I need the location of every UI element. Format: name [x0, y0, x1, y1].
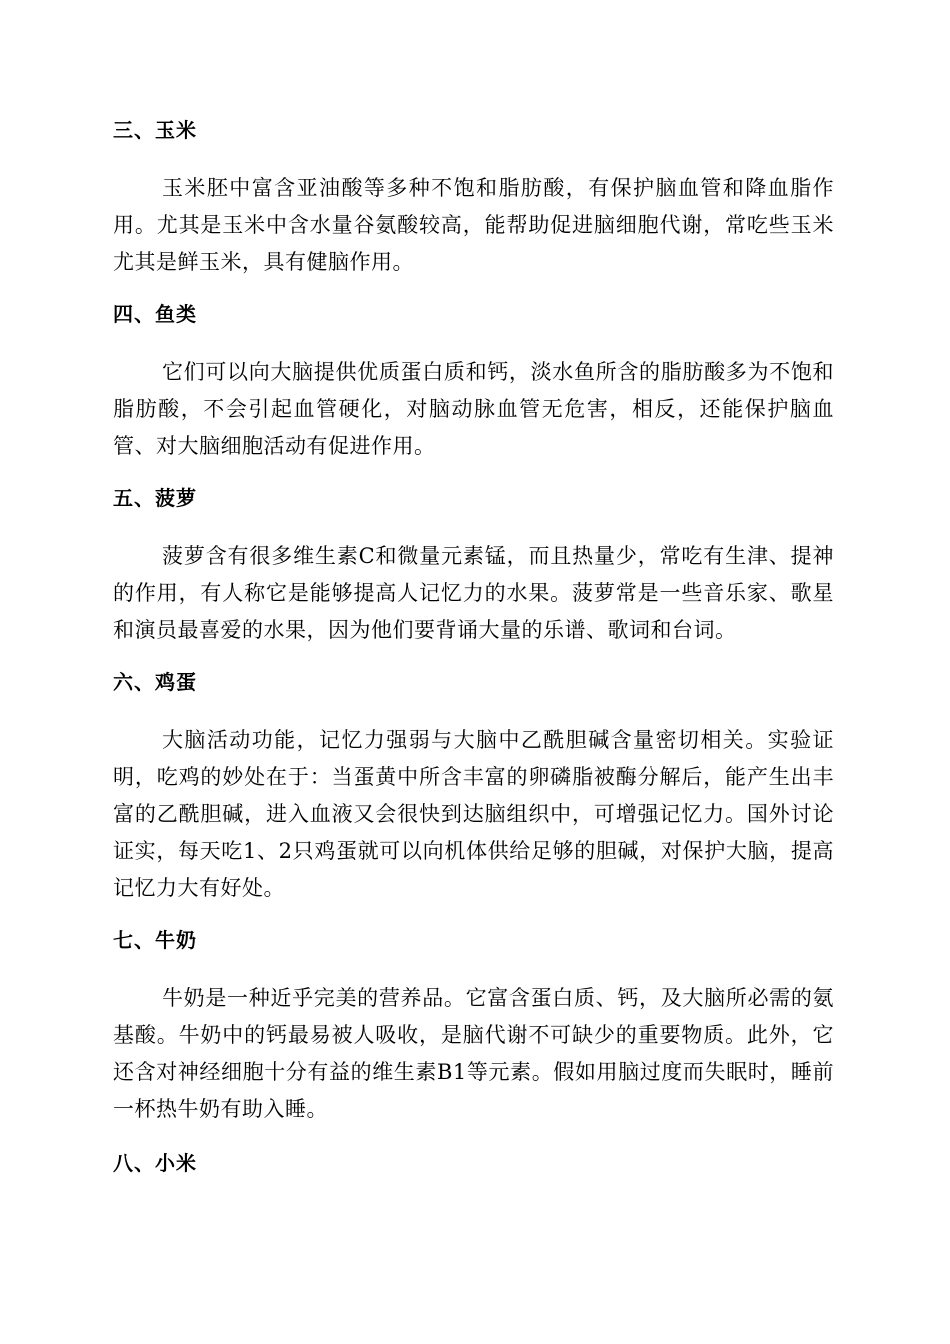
section-paragraph: 玉米胚中富含亚油酸等多种不饱和脂肪酸，有保护脑血管和降血脂作用。尤其是玉米中含水量谷氨酸较高，能帮助促进脑细胞代谢，常吃些玉米尤其是鲜玉米，具有健脑作用。 — [113, 176, 834, 274]
section-fish — [113, 300, 834, 465]
section-paragraph: 菠萝含有很多维生素C和微量元素锰，而且热量少，常吃有生津、提神的作用，有人称它是能够提高人记忆力的水果。菠萝常是一些音乐家、歌星和演员最喜爱的水果，因为他们要背诵大量的乐谱、歌词和台词。 — [113, 544, 834, 642]
section-pineapple — [113, 484, 834, 649]
section-corn — [113, 116, 834, 281]
section-paragraph: 牛奶是一种近乎完美的营养品。它富含蛋白质、钙，及大脑所必需的氨基酸。牛奶中的钙最易被人吸收，是脑代谢不可缺少的重要物质。此外，它还含对神经细胞十分有益的维生素B1等元素。假如用脑过度而失眠时，睡前一杯热牛奶有助入睡。 — [113, 986, 834, 1121]
section-heading: 五、菠萝 — [113, 486, 197, 510]
section-heading: 四、鱼类 — [113, 302, 197, 326]
section-millet — [113, 1149, 834, 1177]
section-egg — [113, 668, 834, 907]
section-heading: 七、牛奶 — [113, 928, 197, 952]
section-heading: 八、小米 — [113, 1151, 197, 1175]
section-heading: 六、鸡蛋 — [113, 670, 197, 694]
section-paragraph: 大脑活动功能，记忆力强弱与大脑中乙酰胆碱含量密切相关。实验证明，吃鸡的妙处在于：当蛋黄中所含丰富的卵磷脂被酶分解后，能产生出丰富的乙酰胆碱，进入血液又会很快到达脑组织中，可增强记忆力。国外讨论证实，每天吃1、2只鸡蛋就可以向机体供给足够的胆碱，对保护大脑，提高记忆力大有好处。 — [113, 728, 834, 900]
section-milk — [113, 926, 834, 1128]
section-heading: 三、玉米 — [113, 118, 197, 142]
section-paragraph: 它们可以向大脑提供优质蛋白质和钙，淡水鱼所含的脂肪酸多为不饱和脂肪酸，不会引起血管硬化，对脑动脉血管无危害，相反，还能保护脑血管、对大脑细胞活动有促进作用。 — [113, 360, 834, 458]
